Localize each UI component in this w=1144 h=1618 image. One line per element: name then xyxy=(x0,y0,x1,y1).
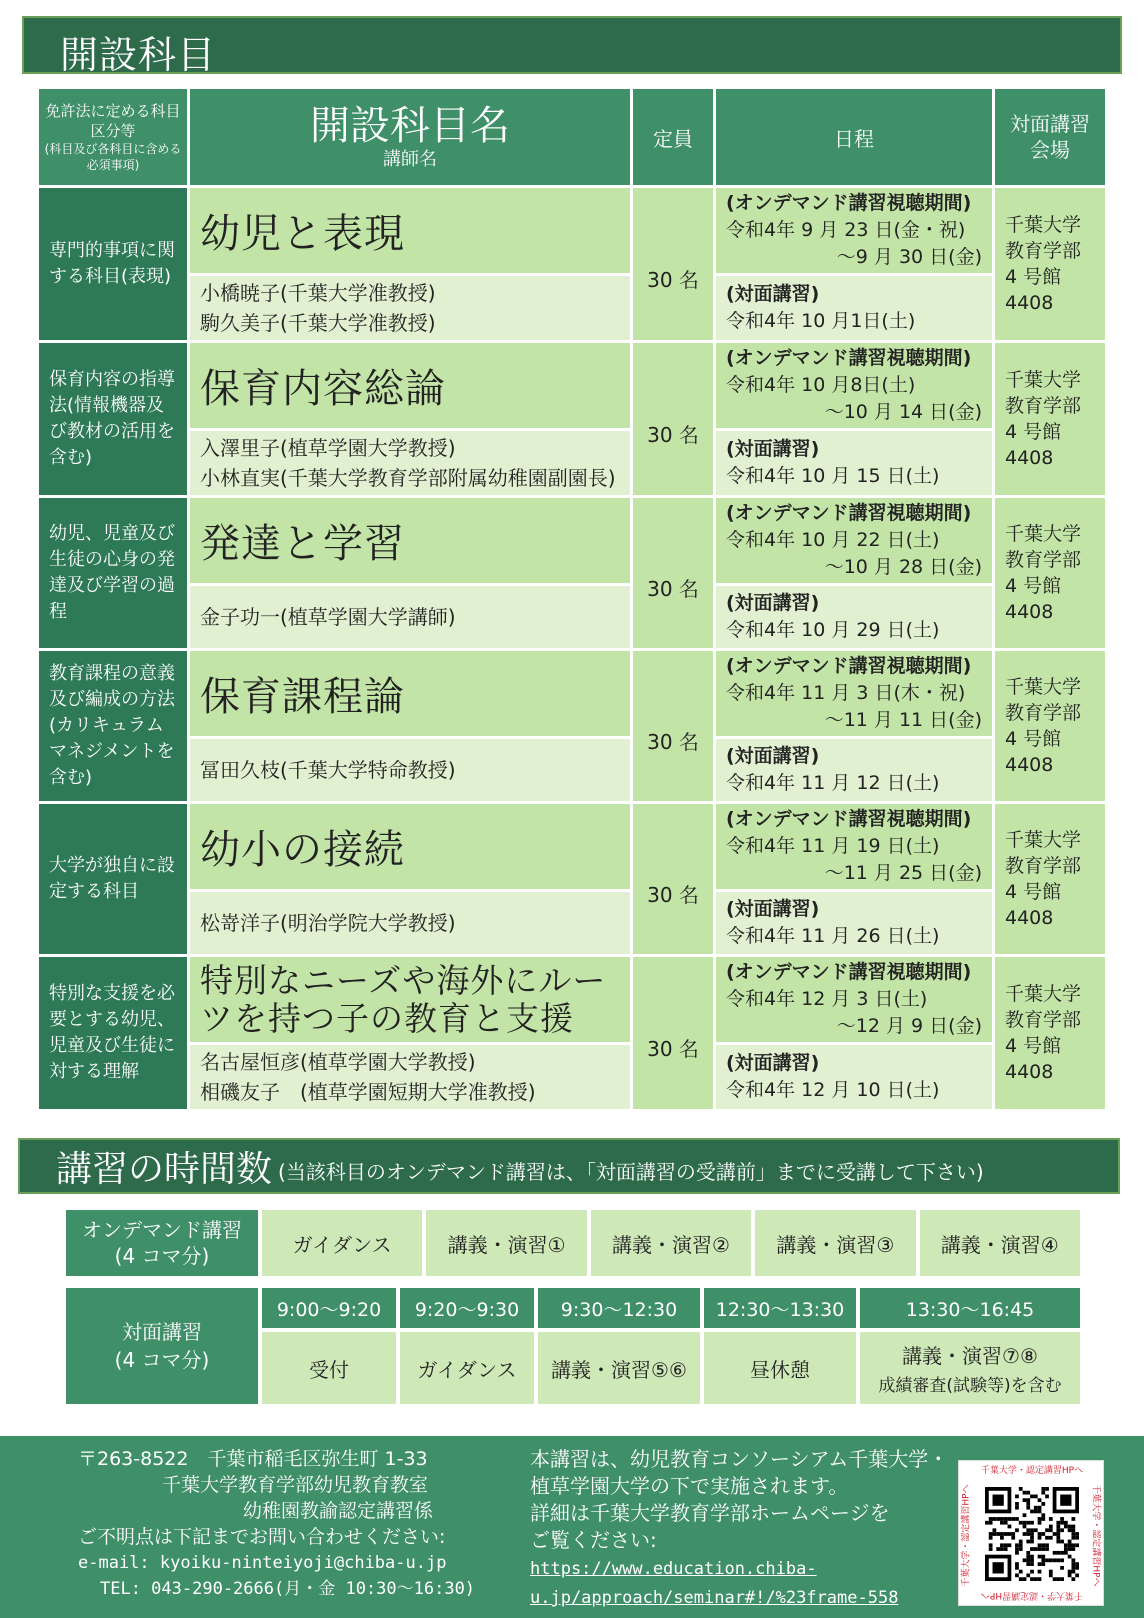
course-table xyxy=(36,86,1108,1112)
course-lecturers xyxy=(190,431,630,495)
header-capacity: 定員 xyxy=(633,89,713,185)
venue-line: 教育学部 xyxy=(1005,702,1082,724)
inperson-session xyxy=(716,892,992,954)
inperson-item-last: 講義・演習⑦⑧ 成績審査(試験等)を含む xyxy=(860,1332,1080,1404)
venue-line: 教育学部 xyxy=(1005,240,1082,262)
course-venue xyxy=(995,957,1105,1109)
ondemand-period-label: (オンデマンド講習視聴期間) xyxy=(726,192,972,214)
hours-note: (当該科目のオンデマンド講習は、「対面講習の受講前」までに受講して下さい) xyxy=(278,1159,984,1184)
header-schedule: 日程 xyxy=(716,89,992,185)
hours-title: 講習の時間数 xyxy=(56,1148,273,1190)
about-line: 詳細は千葉大学教育学部ホームページを xyxy=(530,1501,890,1525)
course-row xyxy=(39,343,1105,428)
qr-code[interactable] xyxy=(958,1460,1104,1606)
time-slot: 9:30～12:30 xyxy=(538,1288,700,1328)
course-row-detail xyxy=(39,892,1105,954)
venue-line: 4408 xyxy=(1005,754,1054,776)
ondemand-period xyxy=(716,804,992,889)
ondemand-item: ガイダンス xyxy=(262,1210,422,1276)
ondemand-end: ～9 月 30 日(金) xyxy=(836,246,982,268)
course-row xyxy=(39,498,1105,583)
course-capacity: 30 名 xyxy=(633,188,713,340)
ondemand-start: 令和4年 10 月 22 日(土) xyxy=(726,529,940,551)
inperson-table xyxy=(62,1284,1084,1408)
inperson-session-date: 令和4年 12 月 10 日(土) xyxy=(726,1079,940,1101)
ondemand-period xyxy=(716,188,992,273)
course-row-detail xyxy=(39,1045,1105,1109)
inperson-session-date: 令和4年 10 月 15 日(土) xyxy=(726,465,940,487)
course-category: 保育内容の指導法(情報機器及び教材の活用を含む) xyxy=(39,343,187,495)
ondemand-label: オンデマンド講習 (4 コマ分) xyxy=(66,1210,258,1276)
contact-tel: TEL: 043-290-2666(月・金 10:30～16:30) xyxy=(100,1579,476,1599)
qr-code-icon xyxy=(985,1487,1079,1581)
inperson-last-note: 成績審査(試験等)を含む xyxy=(878,1376,1062,1396)
course-venue xyxy=(995,498,1105,648)
about-line: ご覧ください: xyxy=(530,1528,657,1552)
venue-line: 4408 xyxy=(1005,292,1054,314)
course-subject: 幼小の接続 xyxy=(190,804,630,889)
course-venue xyxy=(995,188,1105,340)
venue-line: 教育学部 xyxy=(1005,1009,1082,1031)
ondemand-start: 令和4年 10 月8日(土) xyxy=(726,374,916,396)
course-lecturers xyxy=(190,1045,630,1109)
ondemand-item: 講義・演習③ xyxy=(755,1210,915,1276)
ondemand-item: 講義・演習② xyxy=(591,1210,751,1276)
ondemand-period-label: (オンデマンド講習視聴期間) xyxy=(726,961,972,983)
about-line: 本講習は、幼児教育コンソーシアム千葉大学・ xyxy=(530,1447,949,1471)
course-subject: 発達と学習 xyxy=(190,498,630,583)
inperson-session-label: (対面講習) xyxy=(726,745,820,767)
course-rows xyxy=(39,188,1105,1109)
course-row xyxy=(39,651,1105,736)
inperson-session xyxy=(716,276,992,340)
course-row-detail xyxy=(39,276,1105,340)
course-row xyxy=(39,188,1105,273)
time-slot: 9:00～9:20 xyxy=(262,1288,396,1328)
course-category: 専門的事項に関する科目(表現) xyxy=(39,188,187,340)
ondemand-period xyxy=(716,651,992,736)
ondemand-end: ～11 月 11 日(金) xyxy=(824,709,982,731)
venue-line: 4 号館 xyxy=(1005,881,1062,903)
inperson-session xyxy=(716,431,992,495)
header-venue: 対面講習会場 xyxy=(995,89,1105,185)
ondemand-period xyxy=(716,343,992,428)
lecturer-name: 駒久美子(千葉大学准教授) xyxy=(200,311,436,335)
qr-label: 千葉大学・認定講習HPへ xyxy=(961,1484,972,1587)
ondemand-start: 令和4年 11 月 19 日(土) xyxy=(726,835,940,857)
venue-line: 4 号館 xyxy=(1005,266,1062,288)
inperson-session-date: 令和4年 10 月1日(土) xyxy=(726,310,916,332)
inperson-session-label: (対面講習) xyxy=(726,592,820,614)
course-lecturers xyxy=(190,892,630,954)
inperson-session-date: 令和4年 11 月 12 日(土) xyxy=(726,772,940,794)
inperson-item: 講義・演習⑤⑥ xyxy=(538,1332,700,1404)
course-row-detail xyxy=(39,586,1105,648)
course-capacity: 30 名 xyxy=(633,498,713,648)
course-lecturers xyxy=(190,586,630,648)
inperson-session-label: (対面講習) xyxy=(726,1052,820,1074)
inperson-session xyxy=(716,739,992,801)
section-title: 開設科目 xyxy=(60,33,217,77)
course-venue xyxy=(995,804,1105,954)
inperson-time-row xyxy=(66,1288,1080,1328)
inperson-item: 受付 xyxy=(262,1332,396,1404)
hours-banner xyxy=(18,1138,1120,1194)
venue-line: 千葉大学 xyxy=(1005,676,1082,698)
lecturer-name: 相磯友子 (植草学園短期大学准教授) xyxy=(200,1080,536,1104)
ondemand-item: 講義・演習① xyxy=(426,1210,586,1276)
ondemand-end: ～12 月 9 日(金) xyxy=(836,1015,982,1037)
venue-line: 千葉大学 xyxy=(1005,369,1082,391)
venue-line: 4 号館 xyxy=(1005,421,1062,443)
course-subject: 保育課程論 xyxy=(190,651,630,736)
venue-line: 教育学部 xyxy=(1005,549,1082,571)
header-category-note: (科目及び各科目に含める必須事項) xyxy=(44,142,182,172)
venue-line: 4408 xyxy=(1005,447,1054,469)
course-capacity: 30 名 xyxy=(633,804,713,954)
inperson-session xyxy=(716,1045,992,1109)
time-slot: 12:30～13:30 xyxy=(704,1288,856,1328)
course-capacity: 30 名 xyxy=(633,343,713,495)
ondemand-item: 講義・演習④ xyxy=(920,1210,1080,1276)
contact-department: 千葉大学教育学部幼児教育教室 xyxy=(162,1474,429,1496)
course-capacity: 30 名 xyxy=(633,651,713,801)
time-slot: 13:30～16:45 xyxy=(860,1288,1080,1328)
qr-label: 千葉大学・認定講習HPへ xyxy=(980,1590,1084,1600)
inperson-session xyxy=(716,586,992,648)
ondemand-period-label: (オンデマンド講習視聴期間) xyxy=(726,502,972,524)
website-link[interactable]: https://www.education.chiba- xyxy=(530,1559,817,1579)
ondemand-end: ～10 月 28 日(金) xyxy=(824,556,982,578)
course-row xyxy=(39,957,1105,1042)
venue-line: 教育学部 xyxy=(1005,395,1082,417)
course-category: 特別な支援を必要とする幼児、児童及び生徒に対する理解 xyxy=(39,957,187,1109)
inperson-item: 昼休憩 xyxy=(704,1332,856,1404)
ondemand-start: 令和4年 12 月 3 日(土) xyxy=(726,988,928,1010)
course-category: 大学が独自に設定する科目 xyxy=(39,804,187,954)
about-line: 植草学園大学の下で実施されます。 xyxy=(530,1474,849,1498)
course-lecturers xyxy=(190,276,630,340)
venue-line: 4 号館 xyxy=(1005,1035,1062,1057)
contact-office: 幼稚園教諭認定講習係 xyxy=(243,1500,434,1522)
venue-line: 教育学部 xyxy=(1005,855,1082,877)
ondemand-end: ～11 月 25 日(金) xyxy=(824,862,982,884)
course-subject: 幼児と表現 xyxy=(190,188,630,273)
course-category: 教育課程の意義及び編成の方法(カリキュラムマネジメントを含む) xyxy=(39,651,187,801)
ondemand-row xyxy=(66,1210,1080,1276)
course-category: 幼児、児童及び生徒の心身の発達及び学習の過程 xyxy=(39,498,187,648)
course-row xyxy=(39,804,1105,889)
contact-email[interactable]: e-mail: kyoiku-ninteiyoji@chiba-u.jp xyxy=(78,1553,447,1573)
venue-line: 千葉大学 xyxy=(1005,829,1082,851)
ondemand-start: 令和4年 9 月 23 日(金・祝) xyxy=(726,219,966,241)
course-venue xyxy=(995,343,1105,495)
course-venue xyxy=(995,651,1105,801)
venue-line: 4 号館 xyxy=(1005,728,1062,750)
inperson-session-label: (対面講習) xyxy=(726,438,820,460)
venue-line: 4408 xyxy=(1005,601,1054,623)
ondemand-period-label: (オンデマンド講習視聴期間) xyxy=(726,347,972,369)
course-row-detail xyxy=(39,739,1105,801)
ondemand-period xyxy=(716,957,992,1042)
contact-address: 〒263-8522 千葉市稲毛区弥生町 1-33 xyxy=(78,1448,428,1470)
inperson-session-date: 令和4年 11 月 26 日(土) xyxy=(726,925,940,947)
about-info xyxy=(530,1446,948,1612)
venue-line: 千葉大学 xyxy=(1005,523,1082,545)
header-category: 免許法に定める科目区分等 (科目及び各科目に含める必須事項) xyxy=(39,89,187,185)
lecturer-name: 冨田久枝(千葉大学特命教授) xyxy=(200,758,456,782)
venue-line: 4408 xyxy=(1005,907,1054,929)
inperson-item: ガイダンス xyxy=(400,1332,534,1404)
venue-line: 千葉大学 xyxy=(1005,983,1082,1005)
lecturer-name: 金子功一(植草学園大学講師) xyxy=(200,605,456,629)
section-title-banner xyxy=(22,16,1122,77)
course-lecturers xyxy=(190,739,630,801)
contact-info xyxy=(78,1446,475,1602)
ondemand-start: 令和4年 11 月 3 日(木・祝) xyxy=(726,682,966,704)
ondemand-period-label: (オンデマンド講習視聴期間) xyxy=(726,808,972,830)
lecturer-name: 松嵜洋子(明治学院大学教授) xyxy=(200,911,456,935)
inperson-session-label: (対面講習) xyxy=(726,898,820,920)
venue-line: 4 号館 xyxy=(1005,575,1062,597)
course-table-header xyxy=(39,89,1105,185)
time-slot: 9:20～9:30 xyxy=(400,1288,534,1328)
ondemand-table xyxy=(62,1206,1084,1280)
header-subject: 開設科目名 講師名 xyxy=(190,89,630,185)
contact-inquiry: ご不明点は下記までお問い合わせください: xyxy=(78,1526,446,1548)
inperson-count: (4 コマ分) xyxy=(114,1348,210,1372)
ondemand-period xyxy=(716,498,992,583)
ondemand-period-label: (オンデマンド講習視聴期間) xyxy=(726,655,972,677)
course-subject: 特別なニーズや海外にルーツを持つ子の教育と支援 xyxy=(190,957,630,1042)
qr-label: 千葉大学・認定講習HPへ xyxy=(980,1466,1084,1476)
lecturer-name: 入澤里子(植草学園大学教授) xyxy=(200,436,456,460)
lecturer-name: 小林直実(千葉大学教育学部附属幼稚園副園長) xyxy=(200,466,616,490)
ondemand-count: (4 コマ分) xyxy=(114,1244,210,1268)
course-row-detail xyxy=(39,431,1105,495)
course-capacity: 30 名 xyxy=(633,957,713,1109)
header-lecturer: 講師名 xyxy=(383,149,437,170)
inperson-session-label: (対面講習) xyxy=(726,283,820,305)
website-link[interactable]: u.jp/approach/seminar#!/%23frame-558 xyxy=(530,1588,899,1608)
venue-line: 千葉大学 xyxy=(1005,214,1082,236)
contact-footer xyxy=(0,1436,1144,1618)
lecturer-name: 名古屋恒彦(植草学園大学教授) xyxy=(200,1050,476,1074)
inperson-label: 対面講習 (4 コマ分) xyxy=(66,1288,258,1404)
inperson-session-date: 令和4年 10 月 29 日(土) xyxy=(726,619,940,641)
qr-label: 千葉大学・認定講習HPへ xyxy=(1090,1484,1101,1587)
course-subject: 保育内容総論 xyxy=(190,343,630,428)
venue-line: 4408 xyxy=(1005,1061,1054,1083)
ondemand-end: ～10 月 14 日(金) xyxy=(824,401,982,423)
lecturer-name: 小橋暁子(千葉大学准教授) xyxy=(200,281,436,305)
